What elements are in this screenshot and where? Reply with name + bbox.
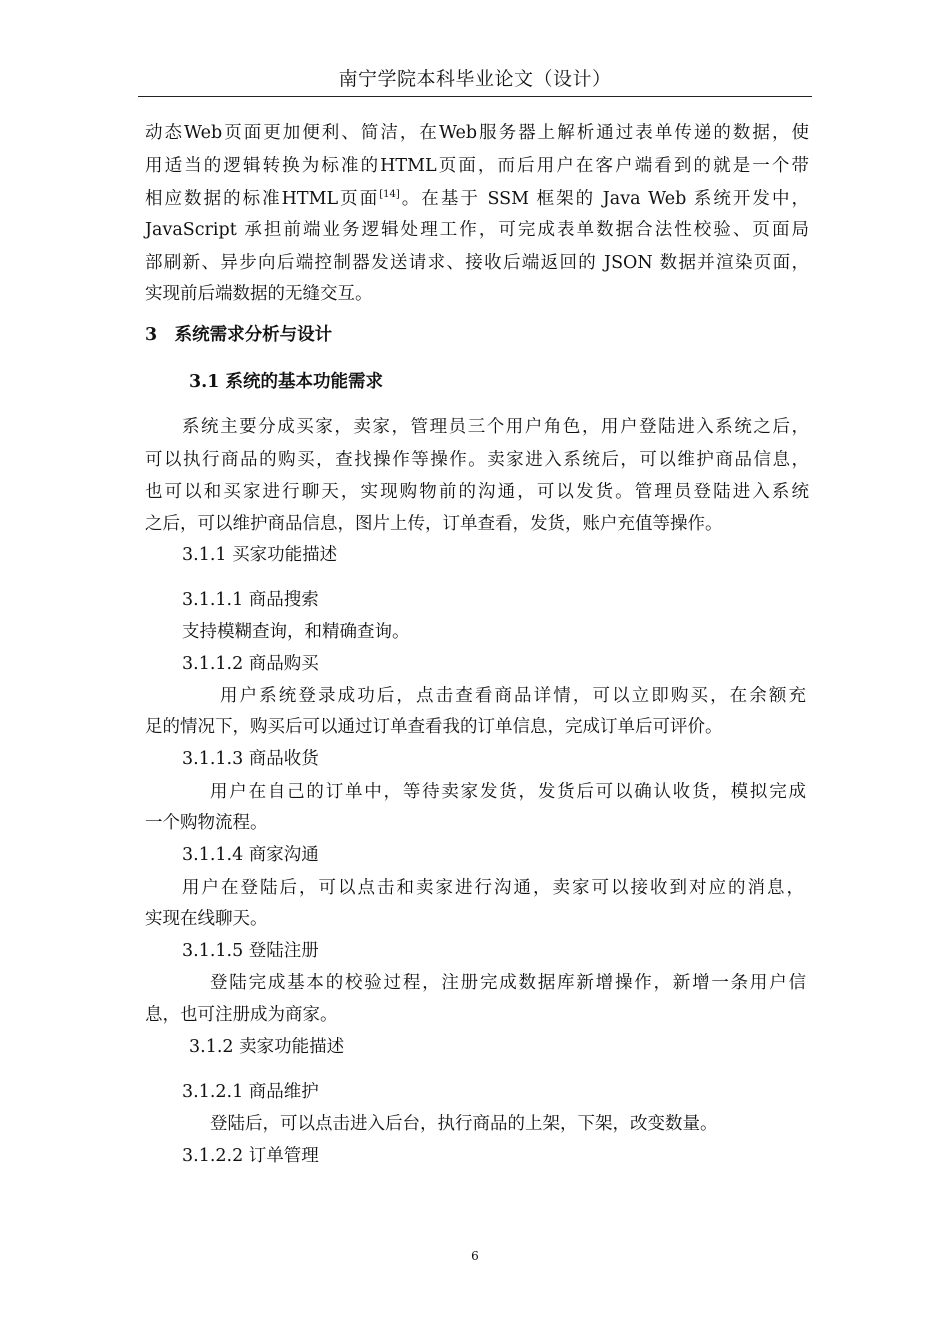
paragraph-text: 相应数据的标准HTML页面 bbox=[145, 189, 380, 209]
subsubsection-heading: 3.1.2.2 订单管理 bbox=[182, 1146, 319, 1166]
paragraph-text: 。在基于 SSM 框架的 Java Web 系统开发中， bbox=[399, 189, 809, 209]
paragraph-line: 登陆后，可以点击进入后台，执行商品的上架，下架，改变数量。 bbox=[210, 1114, 718, 1134]
paragraph-line bbox=[145, 187, 809, 211]
paragraph-line: 实现在线聊天。 bbox=[145, 909, 268, 929]
paragraph-line: 可以执行商品的购买，查找操作等操作。卖家进入系统后，可以维护商品信息， bbox=[145, 450, 809, 470]
running-header: 南宁学院本科毕业论文（设计） bbox=[338, 68, 612, 90]
paragraph-line: 部刷新、异步向后端控制器发送请求、接收后端返回的 JSON 数据并渲染页面， bbox=[145, 253, 809, 273]
paragraph-line: 也可以和买家进行聊天，实现购物前的沟通，可以发货。管理员登陆进入系统 bbox=[145, 482, 809, 502]
chapter-heading: 3 系统需求分析与设计 bbox=[145, 325, 333, 345]
paragraph-line: 用户系统登录成功后，点击查看商品详情，可以立即购买，在余额充 bbox=[220, 686, 806, 706]
paragraph-line: 支持模糊查询，和精确查询。 bbox=[182, 622, 410, 642]
subsubsection-heading: 3.1.1.2 商品购买 bbox=[182, 654, 319, 674]
paragraph-line: 一个购物流程。 bbox=[145, 813, 268, 833]
paragraph-line: 实现前后端数据的无缝交互。 bbox=[145, 284, 373, 304]
paragraph-line: 息，也可注册成为商家。 bbox=[145, 1005, 338, 1025]
paragraph-line: 登陆完成基本的校验过程，注册完成数据库新增操作，新增一条用户信 bbox=[210, 973, 806, 993]
paragraph-line: JavaScript 承担前端业务逻辑处理工作，可完成表单数据合法性校验、页面局 bbox=[145, 220, 809, 240]
subsubsection-heading: 3.1.1.4 商家沟通 bbox=[182, 845, 319, 865]
page-number: 6 bbox=[471, 1249, 479, 1263]
section-heading: 3.1 系统的基本功能需求 bbox=[189, 372, 384, 392]
citation-ref: [14] bbox=[379, 189, 400, 201]
paragraph-line: 足的情况下，购买后可以通过订单查看我的订单信息，完成订单后可评价。 bbox=[145, 717, 723, 737]
paragraph-line: 动态Web页面更加便利、简洁，在Web服务器上解析通过表单传递的数据，使 bbox=[145, 123, 809, 143]
paragraph-line: 用适当的逻辑转换为标准的HTML页面，而后用户在客户端看到的就是一个带 bbox=[145, 156, 809, 176]
subsubsection-heading: 3.1.1.5 登陆注册 bbox=[182, 941, 319, 961]
subsubsection-heading: 3.1.1.1 商品搜索 bbox=[182, 590, 319, 610]
subsection-heading: 3.1.2 卖家功能描述 bbox=[189, 1037, 345, 1057]
paragraph-line: 之后，可以维护商品信息，图片上传，订单查看，发货，账户充值等操作。 bbox=[145, 514, 723, 534]
subsubsection-heading: 3.1.1.3 商品收货 bbox=[182, 749, 319, 769]
paragraph-line: 系统主要分成买家，卖家，管理员三个用户角色，用户登陆进入系统之后， bbox=[182, 417, 809, 437]
paragraph-line: 用户在登陆后，可以点击和卖家进行沟通，卖家可以接收到对应的消息， bbox=[182, 878, 804, 898]
subsubsection-heading: 3.1.2.1 商品维护 bbox=[182, 1082, 319, 1102]
subsection-heading: 3.1.1 买家功能描述 bbox=[182, 545, 338, 565]
paragraph-line: 用户在自己的订单中，等待卖家发货，发货后可以确认收货，模拟完成 bbox=[210, 782, 806, 802]
